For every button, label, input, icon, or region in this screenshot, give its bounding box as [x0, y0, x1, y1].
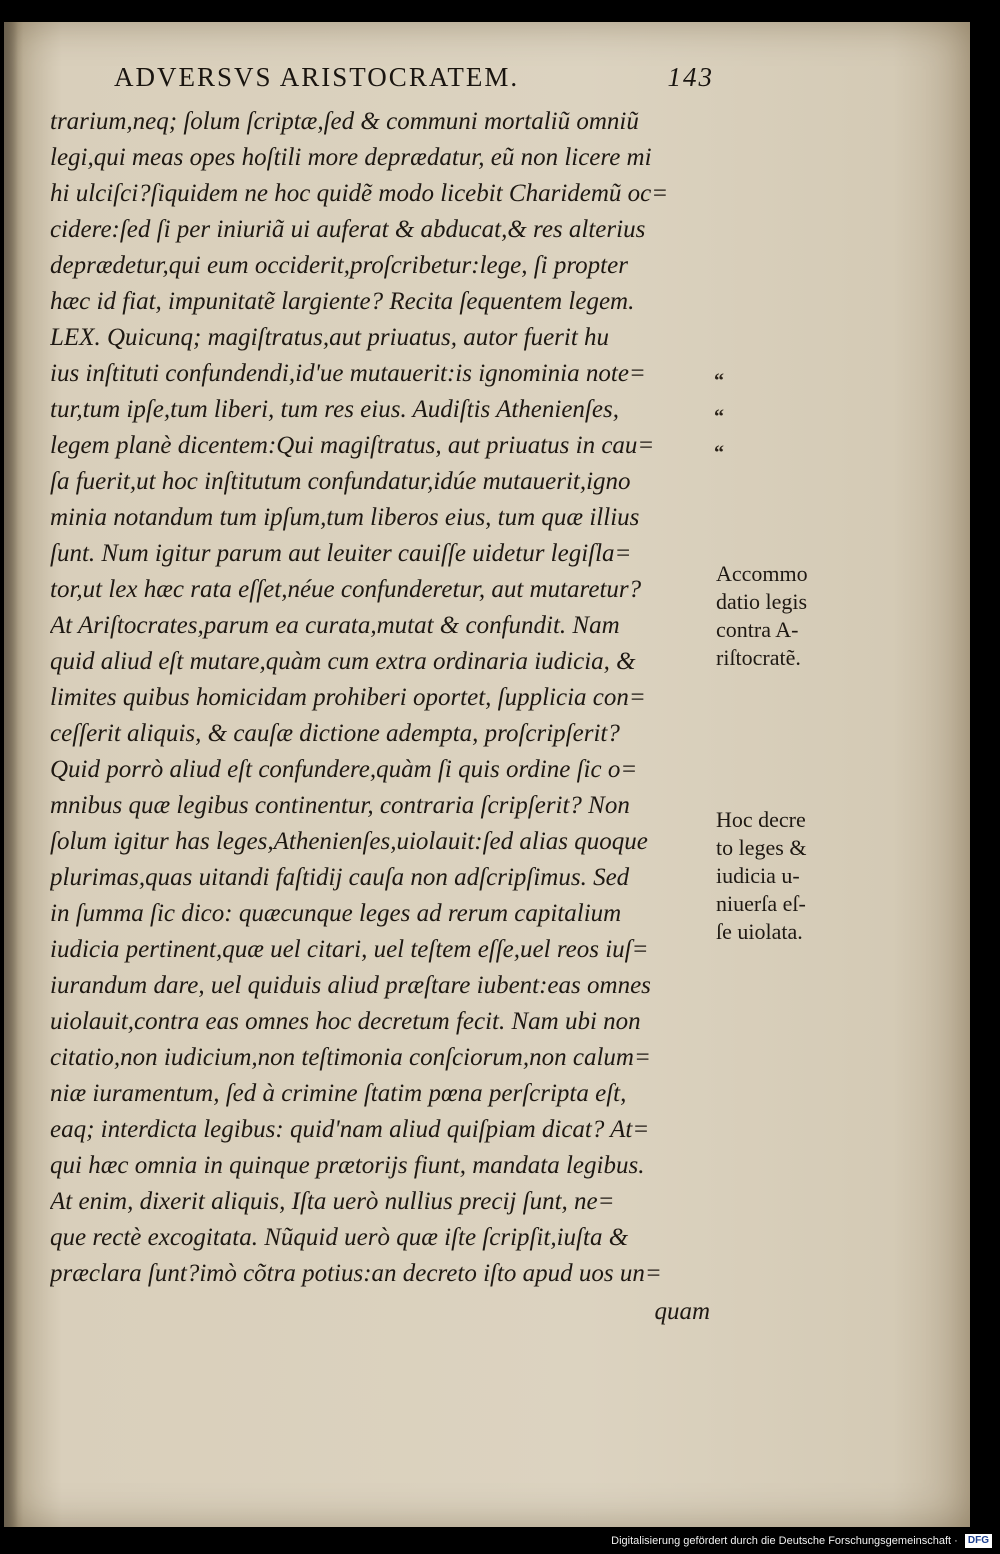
marginal-line: Hoc decre	[716, 807, 806, 832]
text-line: citatio,non iudicium,non teſtimonia conſciorum,non calum=	[50, 1044, 651, 1071]
text-line: iurandum dare, uel quiduis aliud præſtare iubent:eas omnes	[50, 972, 651, 999]
text-line: uiolauit,contra eas omnes hoc decretum fecit. Nam ubi non	[50, 1008, 641, 1035]
text-line: qui hæc omnia in quinque prætorijs fiunt, mandata legibus.	[50, 1152, 645, 1179]
text-line: niæ iuramentum, ſed à crimine ſtatim pœna perſcripta eſt,	[50, 1080, 627, 1107]
text-line: trarium,neq; ſolum ſcriptæ,ſed & communi mortaliũ omniũ	[50, 108, 639, 135]
text-line: legi,qui meas opes hoſtili more deprædatur, eũ non licere mi	[50, 144, 652, 171]
text-line: plurimas,quas uitandi faſtidij cauſa non adſcripſimus. Sed	[50, 864, 630, 891]
marginal-line: datio legis	[716, 589, 808, 614]
text-line: hi ulciſci?ſiquidem ne hoc quidẽ modo licebit Charidemũ oc=	[50, 180, 669, 207]
text-line: cidere:ſed ſi per iniuriã ui auferat & abducat,& res alterius	[50, 216, 646, 243]
text-line: que rectè excogitata. Nũquid uerò quæ iſte ſcripſit,iuſta &	[50, 1224, 629, 1251]
marginal-line: to leges &	[716, 835, 807, 860]
text-line: tur,tum ipſe,tum liberi, tum res eius. Audiſtis Athenienſes,	[50, 396, 619, 423]
page-number: 143	[667, 62, 714, 92]
text-line: deprædetur,qui eum occiderit,proſcribetur:lege, ſi propter	[50, 252, 628, 279]
text-line: ſa fuerit,ut hoc inſtitutum confundatur,idúe mutauerit,igno	[50, 468, 631, 495]
funding-footer	[611, 1532, 992, 1550]
running-header	[114, 62, 714, 102]
quote-mark: “	[714, 370, 724, 392]
text-line: LEX. Quicunq; magiſtratus,aut priuatus, autor fuerit hu	[50, 324, 610, 351]
marginal-line: ſe uiolata.	[716, 919, 803, 944]
running-title: ADVERSVS ARISTOCRATEM.	[114, 62, 520, 92]
marginal-line: contra A-	[716, 617, 799, 642]
text-line: minia notandum tum ipſum,tum liberos eius, tum quæ illius	[50, 504, 640, 531]
book-page	[4, 22, 970, 1527]
text-line: At Ariſtocrates,parum ea curata,mutat & confundit. Nam	[50, 612, 620, 639]
text-line: præclara ſunt?imò cõtra potius:an decreto iſto apud uos un=	[50, 1260, 662, 1287]
text-line: quid aliud eſt mutare,quàm cum extra ordinaria iudicia, &	[50, 648, 636, 675]
quote-mark: “	[714, 442, 724, 464]
text-line: hæc id fiat, impunitatẽ largiente? Recita ſequentem legem.	[50, 288, 635, 315]
text-line: tor,ut lex hæc rata eſſet,néue confunderetur, aut mutaretur?	[50, 576, 642, 603]
marginal-line: iudicia u-	[716, 863, 800, 888]
funding-text: Digitalisierung gefördert durch die Deutsche Forschungsgemeinschaft ·	[611, 1535, 958, 1547]
text-line: ſolum igitur has leges,Athenienſes,uiolauit:ſed alias quoque	[50, 828, 648, 855]
text-line: mnibus quæ legibus continentur, contraria ſcripſerit? Non	[50, 792, 630, 819]
text-line: Quid porrò aliud eſt confundere,quàm ſi quis ordine ſic o=	[50, 756, 638, 783]
text-line: in ſumma ſic dico: quæcunque leges ad rerum capitalium	[50, 900, 622, 927]
marginal-line: riſtocratẽ.	[716, 645, 801, 670]
dfg-logo: DFG	[965, 1534, 992, 1548]
text-line: eaq; interdicta legibus: quid'nam aliud quiſpiam dicat? At=	[50, 1116, 650, 1143]
catchword: quam	[654, 1298, 710, 1325]
text-line: At enim, dixerit aliquis, Iſta uerò nullius precij ſunt, ne=	[50, 1188, 615, 1215]
text-line: ius inſtituti confundendi,id'ue mutauerit:is ignominia note=	[50, 360, 646, 387]
quote-mark: “	[714, 406, 724, 428]
marginal-line: Accommo	[716, 561, 808, 586]
text-line: ſunt. Num igitur parum aut leuiter cauiſſe uidetur legiſla=	[50, 540, 632, 567]
text-line: iudicia pertinent,quæ uel citari, uel teſtem eſſe,uel reos iuſ=	[50, 936, 649, 963]
marginal-line: niuerſa eſ-	[716, 891, 806, 916]
text-line: ceſſerit aliquis, & cauſæ dictione adempta, proſcripſerit?	[50, 720, 620, 747]
text-line: legem planè dicentem:Qui magiſtratus, aut priuatus in cau=	[50, 432, 655, 459]
text-line: limites quibus homicidam prohiberi oportet, ſupplicia con=	[50, 684, 646, 711]
